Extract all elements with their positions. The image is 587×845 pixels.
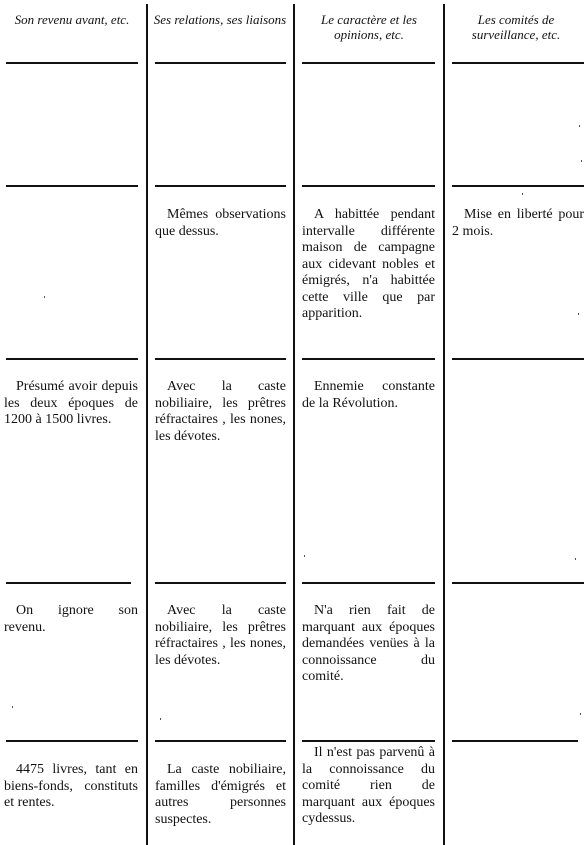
scan-speck	[581, 160, 582, 162]
row-rule-col4	[452, 740, 578, 742]
scan-speck	[579, 125, 580, 127]
row-rule-col4	[452, 185, 584, 187]
cell-r4-relations: La caste nobiliaire, familles d'émigrés et autres personnes suspectes.	[155, 762, 286, 827]
row-rule-col2	[155, 740, 286, 742]
cell-r1-comites: Mise en liberté pour 2 mois.	[452, 207, 584, 239]
column-rule-2	[293, 4, 295, 845]
scan-speck	[12, 706, 13, 708]
header-rule-col4	[452, 62, 584, 64]
scan-speck	[578, 313, 579, 315]
header-caractere: Le caractère et les opinions, etc.	[321, 12, 417, 42]
row-rule-col3	[302, 740, 435, 742]
cell-r2-caractere: Ennemie constante de la Révolution.	[302, 379, 435, 411]
header-comites: Les comités de surveillance, etc.	[471, 12, 561, 42]
scan-speck	[304, 555, 305, 557]
header-rule-col1	[6, 62, 138, 64]
cell-r3-revenu: On ignore son revenu.	[4, 603, 138, 635]
row-rule-col3	[302, 582, 435, 584]
row-rule-col1	[6, 185, 138, 187]
column-rule-3	[443, 4, 445, 845]
cell-r1-caractere: A habittée pendant intervalle différente maison de campagne aux cidevant nobles et émigrés, n'a habittée cette ville que par apparition.	[302, 207, 435, 321]
row-rule-col1	[6, 358, 138, 360]
scan-speck	[44, 296, 45, 298]
row-rule-col3	[302, 358, 435, 360]
header-relations: Ses relations, ses liaisons	[153, 12, 287, 27]
header-revenu: Son revenu avant, etc.	[14, 12, 130, 27]
scan-speck	[160, 718, 161, 720]
cell-r1-relations: Mêmes observations que dessus.	[155, 207, 286, 239]
header-rule-col2	[155, 62, 286, 64]
scan-speck	[580, 713, 581, 715]
row-rule-col2	[155, 358, 286, 360]
row-rule-col1	[6, 740, 138, 742]
cell-r4-caractere: Il n'est pas parvenû à la connoissance du comité rien de marquant aux époques cydessus.	[302, 745, 435, 826]
header-rule-col3	[302, 62, 435, 64]
row-rule-col4	[452, 358, 584, 360]
column-rule-1	[146, 4, 148, 845]
cell-r3-relations: Avec la caste nobiliaire, les prêtres réfractaires , les nones, les dévotes.	[155, 603, 286, 668]
cell-r2-relations: Avec la caste nobiliaire, les prêtres réfractaires , les nones, les dévotes.	[155, 379, 286, 444]
cell-r2-revenu: Présumé avoir depuis les deux époques de 1200 à 1500 livres.	[4, 379, 138, 427]
row-rule-col4	[452, 582, 584, 584]
scan-speck	[522, 193, 523, 195]
row-rule-col1	[6, 582, 131, 584]
scan-speck	[575, 558, 576, 560]
cell-r4-revenu: 4475 livres, tant en biens-fonds, constituts et rentes.	[4, 762, 138, 810]
row-rule-col3	[302, 185, 435, 187]
row-rule-col2	[155, 185, 286, 187]
cell-r3-caractere: N'a rien fait de marquant aux époques demandées venües à la connoissance du comité.	[302, 603, 435, 684]
row-rule-col2	[155, 582, 286, 584]
